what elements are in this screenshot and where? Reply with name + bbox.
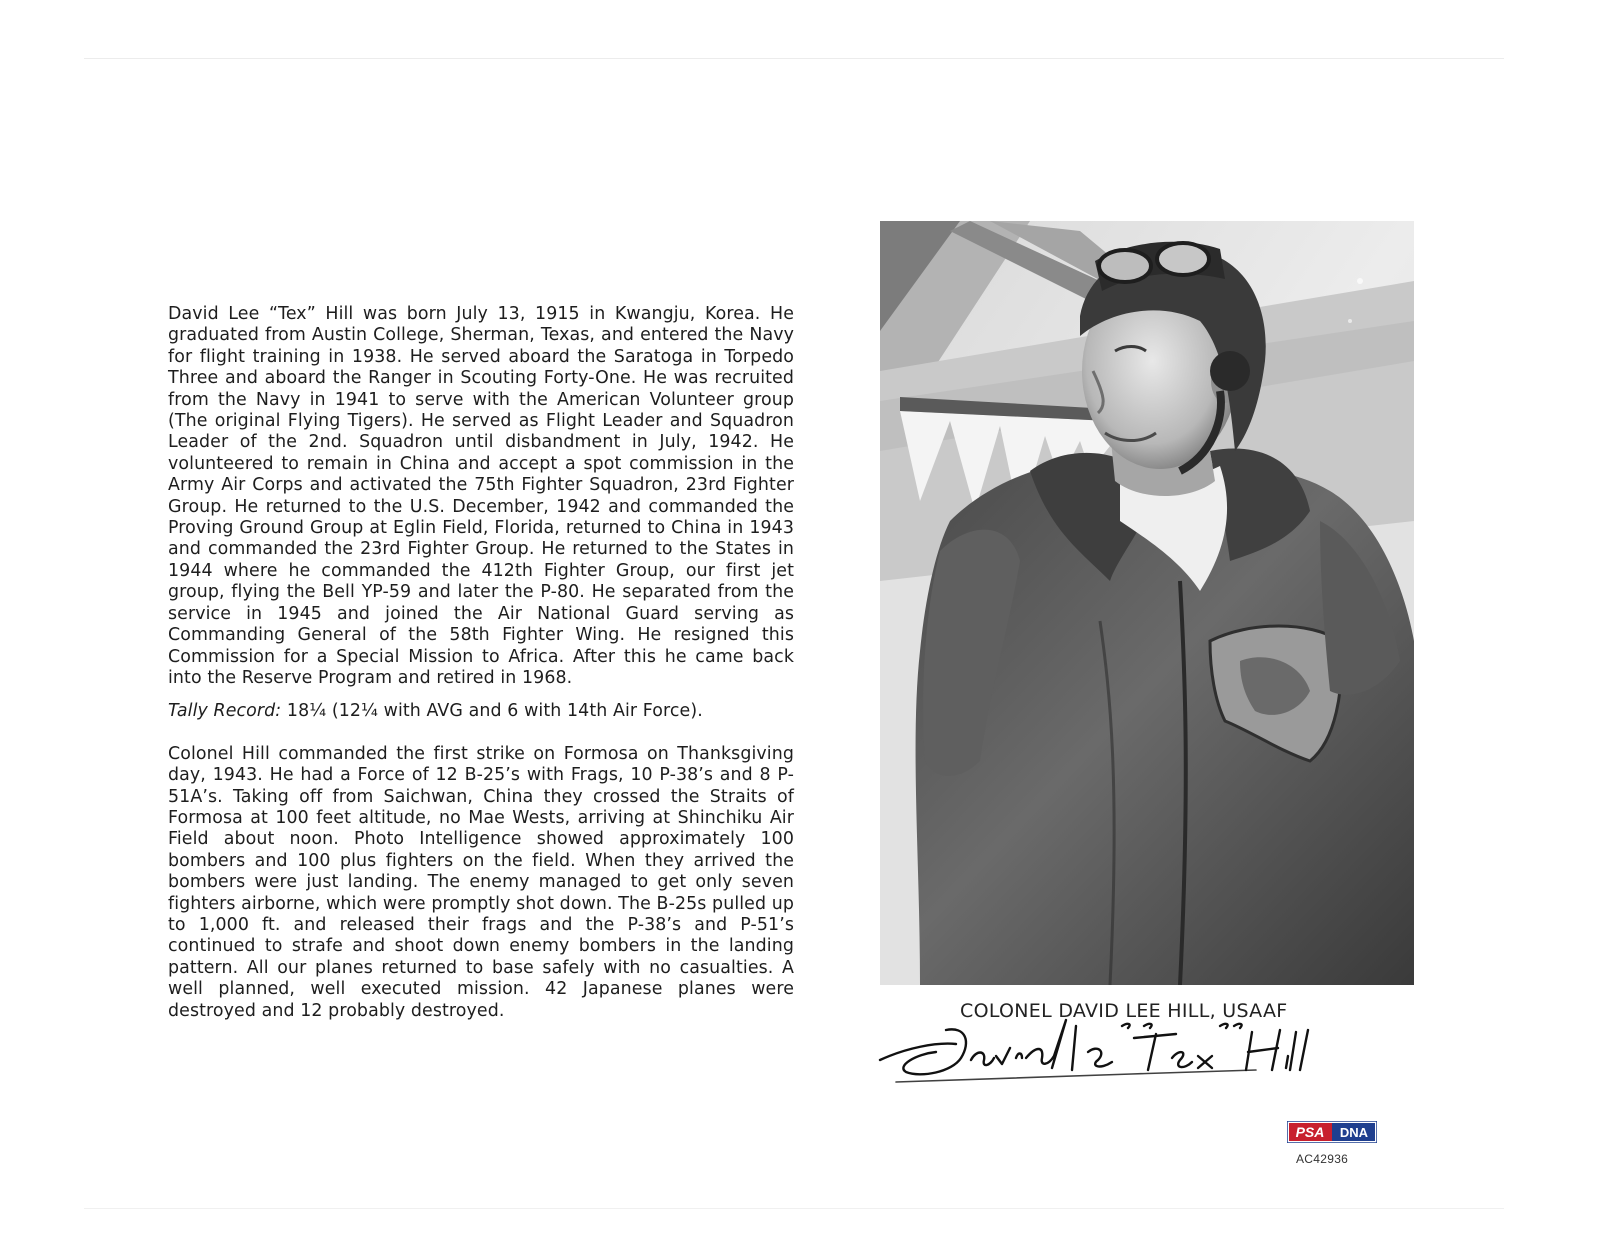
top-edge-line — [84, 58, 1504, 59]
tally-record-value: 18¼ (12¼ with AVG and 6 with 14th Air Force). — [281, 701, 703, 722]
biography-text — [168, 304, 794, 1022]
certificate-number: AC42936 — [1296, 1152, 1349, 1166]
portrait-photo — [880, 221, 1414, 985]
tally-record-label: Tally Record: — [168, 701, 282, 722]
bottom-edge-line — [84, 1208, 1504, 1209]
authentication-logo-right-text: DNA — [1339, 1125, 1369, 1140]
photo-caption: COLONEL DAVID LEE HILL, USAAF — [960, 1000, 1288, 1022]
autograph-signature — [876, 1012, 1322, 1092]
authentication-logo-left-text: PSA — [1295, 1124, 1325, 1140]
biography-paragraph-early-career: David Lee “Tex” Hill was born July 13, 1915 in Kwangju, Korea. He graduated from Austin College, Sherman, Texas, and entered the Navy for flight training in 1938. He served aboard the Saratoga in Torpedo Three and aboard the Ranger in Scouting Forty-One. He was recruited from the Navy in 1941 to serve with the American Volunteer group (The original Flying Tigers). He served as Flight Leader and Squadron Leader of the 2nd. Squadron until disbandment in July, 1942. He volunteered to remain in China and accept a spot commission in the Army Air Corps and activated the 75th Fighter Squadron, 23rd Fighter Group. He returned to the U.S. December, 1942 and commanded the Proving Ground Group at Eglin Field, Florida, returned to China in 1943 and commanded the 23rd Fighter Group. He returned to the States in 1944 where he commanded the 412th Fighter Group, our first jet group, flying the Bell YP-59 and later the P-80. He separated from the service in 1945 and joined the Air National Guard serving as Commanding General of the 58th Fighter Wing. He resigned this Commission for a Special Mission to Africa. After this he came back into the Reserve Program and retired in 1968. — [168, 304, 794, 688]
biography-paragraph-formosa-strike: Colonel Hill commanded the first strike on Formosa on Thanksgiving day, 1943. He had a Force of 12 B-25’s with Frags, 10 P-38’s and 8 P-51A’s. Taking off from Saichwan, China they crossed the Straits of Formosa at 100 feet altitude, no Mae Wests, arriving at Shinchiku Air Field about noon. Photo Intelligence showed approximately 100 bombers and 100 plus fighters on the field. When they arrived the bombers were just landing. The enemy managed to get only seven fighters airborne, which were promptly shot down. The B-25s pulled up to 1,000 ft. and released their frags and the P-38’s and P-51’s continued to strafe and shoot down enemy bombers in the landing pattern. All our planes returned to base safely with no casualties. A well planned, well executed mission. 42 Japanese planes were destroyed and 12 probably destroyed. — [168, 743, 795, 1021]
tally-record — [168, 701, 794, 722]
authentication-logo — [1287, 1121, 1377, 1143]
